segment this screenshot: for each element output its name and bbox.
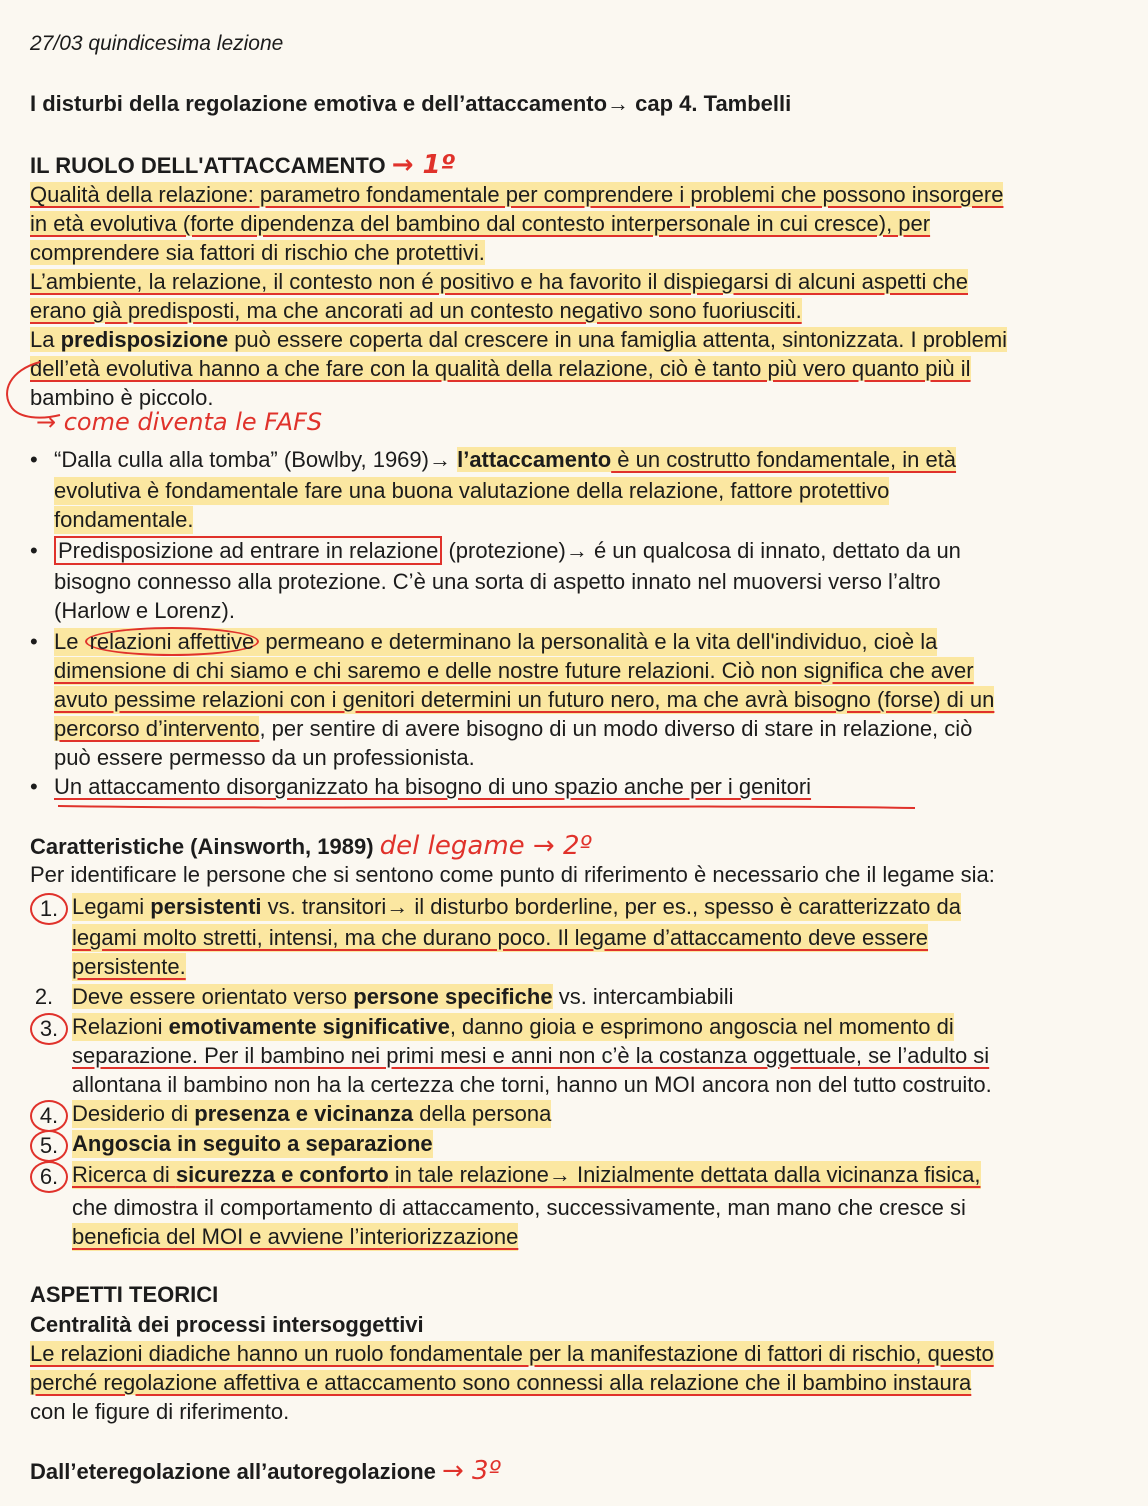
- paragraph-line: Qualità della relazione: parametro fondamentale per comprendere i problemi che possono insorgere: [30, 182, 1004, 207]
- annotation-handwritten-note: → come diventa le FAFS: [36, 408, 323, 436]
- section-heading-theory: ASPETTI TEORICI: [30, 1282, 219, 1307]
- annotation-second: del legame → 2º: [379, 831, 592, 861]
- paragraph-line: La predisposizione può essere coperta dal crescere in una famiglia attenta, sintonizzata. I problemi: [30, 327, 1008, 352]
- heading-text: IL RUOLO DELL'ATTACCAMENTO: [30, 153, 386, 178]
- paragraph-line: Per identificare le persone che si sentono come punto di riferimento è necessario che il legame sia:: [30, 862, 995, 887]
- paragraph-line: dell’età evolutiva hanno a che fare con la qualità della relazione, ciò è tanto più vero quanto più il: [30, 356, 971, 381]
- section-heading-attachment-role: [30, 151, 455, 180]
- paragraph-line: perché regolazione affettiva e attaccamento sono connessi alla relazione che il bambino instaura: [30, 1370, 972, 1395]
- paragraph-line: Le relazioni diadiche hanno un ruolo fondamentale per la manifestazione di fattori di rischio, questo: [30, 1341, 994, 1366]
- lesson-date: 27/03 quindicesima lezione: [30, 32, 284, 55]
- paragraph-line: in età evolutiva (forte dipendenza del bambino dal contesto interpersonale in cui cresce), per: [30, 211, 931, 236]
- paragraph-line: con le figure di riferimento.: [30, 1399, 290, 1424]
- subheading-intersubjective: Centralità dei processi intersoggettivi: [30, 1312, 424, 1337]
- paragraph-line: L’ambiente, la relazione, il contesto non é positivo e ha favorito il dispiegarsi di alcuni aspetti che: [30, 269, 968, 294]
- annotation-first: → 1º: [391, 150, 456, 180]
- page-title: I disturbi della regolazione emotiva e dell’attaccamento→ cap 4. Tambelli: [30, 91, 792, 116]
- annotation-third: → 3º: [442, 1456, 501, 1486]
- long-underline-mark: [58, 806, 915, 808]
- section-heading-selfregulation: Dall’eteregolazione all’autoregolazione → 3º: [30, 1456, 501, 1486]
- section-heading-characteristics: Caratteristiche (Ainsworth, 1989) del legame → 2º: [30, 831, 592, 861]
- paragraph-line: comprendere sia fattori di rischio che protettivi.: [30, 240, 485, 265]
- paragraph-line: bambino è piccolo.: [30, 385, 214, 410]
- paragraph-line: erano già predisposti, ma che ancorati ad un contesto negativo sono fuoriusciti.: [30, 298, 802, 323]
